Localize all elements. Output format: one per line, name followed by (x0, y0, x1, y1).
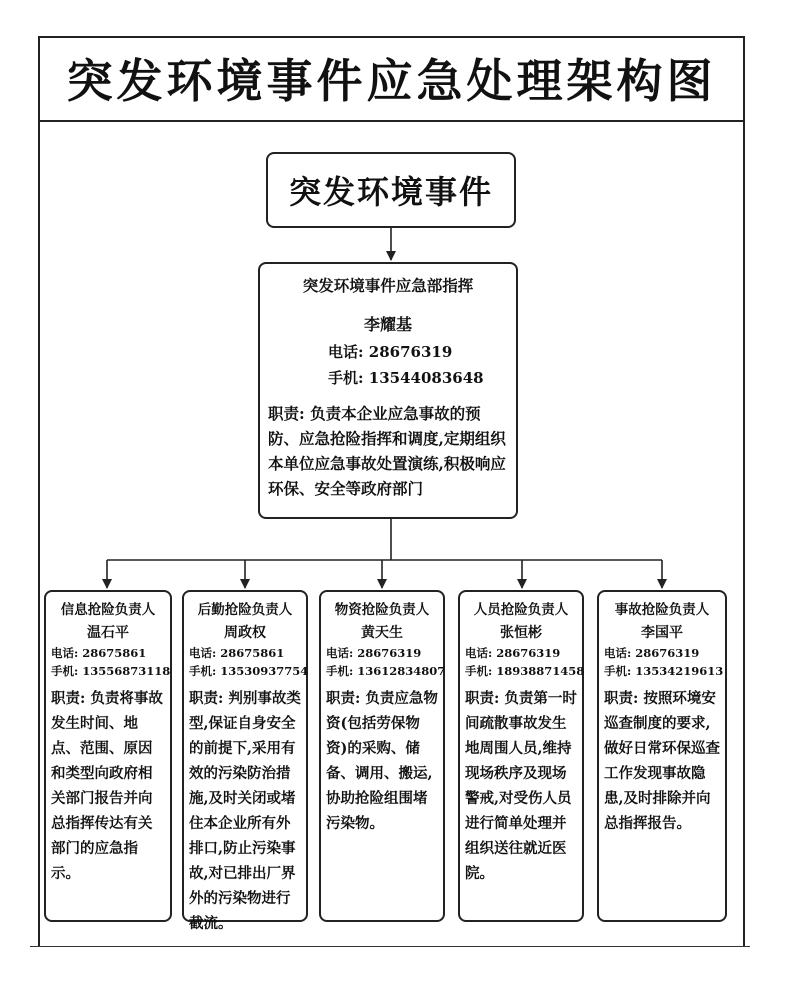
role-box-information (44, 590, 172, 922)
command-mobile-row (328, 365, 510, 391)
command-duty-label: 职责: (268, 404, 311, 423)
role-mobile: 手机: 18938871458 (465, 664, 585, 678)
command-box (258, 262, 518, 519)
role-title: 事故抢险负责人 (614, 602, 710, 618)
role-title: 信息抢险负责人 (60, 602, 156, 618)
command-duty (266, 401, 510, 501)
role-duty: 职责: 负责第一时间疏散事故发生地周围人员,维持现场秩序及现场警戒,对受伤人员进行简单处理并组织送往就近医院。 (465, 690, 577, 882)
event-label: 突发环境事件 (288, 173, 493, 211)
role-mobile: 手机: 13534219613 (604, 664, 724, 678)
command-phone: 28676319 (368, 343, 453, 361)
command-mobile-label: 手机: (328, 369, 369, 387)
role-name: 张恒彬 (500, 625, 542, 641)
command-mobile: 13544083648 (368, 369, 484, 387)
role-mobile: 手机: 13612834807 (326, 664, 446, 678)
role-duty: 职责: 按照环境安巡查制度的要求,做好日常环保巡查工作发现事故隐患,及时排除并向总指挥报告。 (604, 690, 720, 832)
role-contact (465, 644, 585, 680)
role-box-materials (319, 590, 445, 922)
role-phone: 电话: 28675861 (189, 646, 285, 660)
role-contact (604, 644, 724, 680)
role-name: 周政权 (224, 625, 266, 641)
role-mobile: 手机: 13556873118 (51, 664, 171, 678)
role-contact (326, 644, 446, 680)
command-phone-label: 电话: (328, 343, 369, 361)
role-title: 人员抢险负责人 (473, 602, 569, 618)
title-bar (38, 36, 745, 122)
role-name: 温石平 (87, 625, 129, 641)
role-phone: 电话: 28676319 (604, 646, 700, 660)
bottom-rule (30, 946, 750, 947)
role-box-accident (597, 590, 727, 922)
role-title: 后勤抢险负责人 (197, 602, 293, 618)
role-contact (189, 644, 309, 680)
event-box (266, 152, 516, 228)
role-phone: 电话: 28676319 (326, 646, 422, 660)
role-box-personnel (458, 590, 584, 922)
role-duty: 职责: 判别事故类型,保证自身安全的前提下,采用有效的污染防治措施,及时关闭或堵住本企业所有外排口,防止污染事故,对已排出厂界外的污染物进行截流。 (189, 690, 301, 932)
page-title: 突发环境事件应急处理架构图 (66, 54, 717, 108)
role-title: 物资抢险负责人 (334, 602, 430, 618)
role-name: 李国平 (641, 625, 683, 641)
command-contact (328, 339, 510, 391)
role-duty: 职责: 负责将事故发生时间、地点、范围、原因和类型向政府相关部门报告并向总指挥传达有关部门的应急指示。 (51, 690, 163, 882)
command-phone-row (328, 339, 510, 365)
role-box-logistics (182, 590, 309, 932)
role-name: 黄天生 (361, 625, 403, 641)
role-phone: 电话: 28675861 (51, 646, 147, 660)
command-name: 李耀基 (363, 315, 412, 334)
role-duty: 职责: 负责应急物资(包括劳保物资)的采购、储备、调用、搬运,协助抢险组围堵污染物。 (326, 690, 438, 832)
role-mobile: 手机: 13530937754 (189, 664, 309, 678)
role-phone: 电话: 28676319 (465, 646, 561, 660)
role-contact (51, 644, 171, 680)
command-duty-text: 负责本企业应急事故的预防、应急抢险指挥和调度,定期组织本单位应急事故处置演练,积极响应环保、安全等政府部门 (268, 404, 506, 498)
command-title: 突发环境事件应急部指挥 (302, 276, 474, 295)
